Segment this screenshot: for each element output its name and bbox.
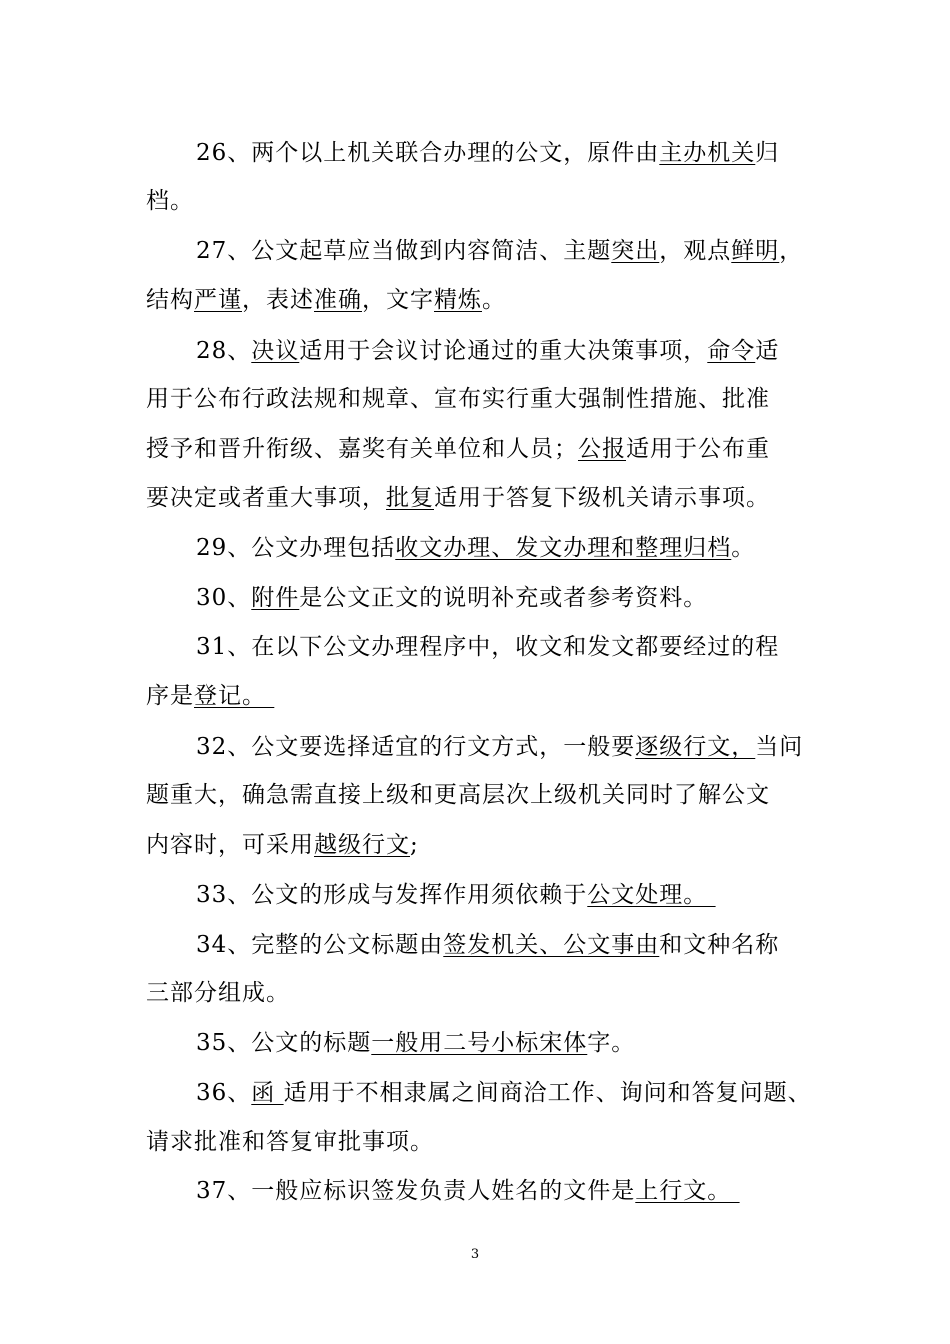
text-line [0,138,950,168]
underlined-answer: 精炼 [434,287,482,313]
page-number: 3 [470,1247,480,1262]
text-segment: 序是 [146,683,194,709]
underlined-answer: 决议 [251,338,300,364]
text-segment: ; [410,832,419,858]
text-segment: 适用于会议讨论通过的重大决策事项， [299,338,708,364]
underlined-answer: 上行文。 [635,1178,740,1204]
underlined-answer: 鲜明 [731,238,780,264]
underlined-answer: 越级行文 [314,832,410,858]
text-segment: 档。 [146,188,194,214]
text-segment: 27、公文起草应当做到内容简洁、主题 [196,238,612,264]
text-line [0,285,950,315]
text-segment: 30、 [196,585,252,611]
text-segment: 请求批准和答复审批事项。 [146,1129,434,1155]
text-segment: 28、 [196,338,252,364]
text-line [0,336,950,366]
text-line [0,732,950,762]
underlined-answer: 命令 [707,338,756,364]
underlined-answer: 公报 [578,436,626,462]
text-segment: 三部分组成。 [146,980,290,1006]
underlined-answer: 主办机关 [659,140,756,166]
text-line [0,1127,950,1157]
underlined-answer: 严谨 [194,287,242,313]
text-segment: 26、两个以上机关联合办理的公文，原件由 [196,140,660,166]
underlined-answer: 签发机关、公文事由 [443,932,660,958]
text-segment: 32、公文要选择适宜的行文方式，一般要 [196,734,636,760]
underlined-answer: 附件 [251,585,300,611]
text-segment: 字。 [587,1030,636,1056]
text-line [0,1028,950,1058]
text-segment: 29、公文办理包括 [196,535,396,561]
text-segment: 要决定或者重大事项， [146,485,386,511]
text-segment: 和文种名称 [659,932,780,958]
text-line [0,236,950,266]
text-line [0,880,950,910]
text-line [0,384,950,414]
underlined-answer: 突出 [611,238,660,264]
text-line [0,930,950,960]
text-segment: 用于公布行政法规和规章、宣布实行重大强制性措施、批准 [146,386,770,412]
text-segment: 授予和晋升衔级、嘉奖有关单位和人员； [146,436,578,462]
text-segment: 33、公文的形成与发挥作用须依赖于 [196,882,588,908]
text-line [0,681,950,711]
text-segment: 适用于答复下级机关请示事项。 [434,485,770,511]
text-segment: 适 [755,338,780,364]
text-segment: 31、在以下公文办理程序中，收文和发文都要经过的程 [196,634,780,660]
text-segment: 题重大，确急需直接上级和更高层次上级机关同时了解公文 [146,782,770,808]
text-segment: ，观点 [659,238,732,264]
text-segment: 35、公文的标题 [196,1030,372,1056]
text-segment: 34、完整的公文标题由 [196,932,444,958]
text-line [0,533,950,563]
underlined-answer: 准确 [314,287,362,313]
text-line [0,434,950,464]
text-segment: ，表述 [242,287,314,313]
text-line [0,483,950,513]
text-segment: ， [779,238,804,264]
text-segment: 结构 [146,287,194,313]
underlined-answer: 公文处理。 [587,882,716,908]
text-line [0,1176,950,1206]
text-segment: 内容时，可采用 [146,832,314,858]
text-line [0,186,950,216]
text-line [0,830,950,860]
text-segment: 。 [731,535,756,561]
underlined-answer: 函 [251,1080,284,1106]
text-segment: 是公文正文的说明补充或者参考资料。 [299,585,708,611]
text-segment: 适用于公布重 [626,436,770,462]
text-segment: ，文字 [362,287,434,313]
text-segment: 当问 [755,734,804,760]
underlined-answer: 一般用二号小标宋体 [371,1030,588,1056]
underlined-answer: 收文办理、发文办理和整理归档 [395,535,732,561]
underlined-answer: 逐级行文， [635,734,756,760]
text-segment: 36、 [196,1080,252,1106]
underlined-answer: 登记。 [194,683,275,709]
text-line [0,780,950,810]
text-segment: 。 [482,287,506,313]
text-line [0,632,950,662]
text-line [0,978,950,1008]
underlined-answer: 批复 [386,485,434,511]
text-line [0,1078,950,1108]
text-segment: 归 [755,140,780,166]
text-line [0,583,950,613]
text-segment: 适用于不相隶属之间商洽工作、询问和答复问题、 [283,1080,812,1106]
text-segment: 37、一般应标识签发负责人姓名的文件是 [196,1178,636,1204]
